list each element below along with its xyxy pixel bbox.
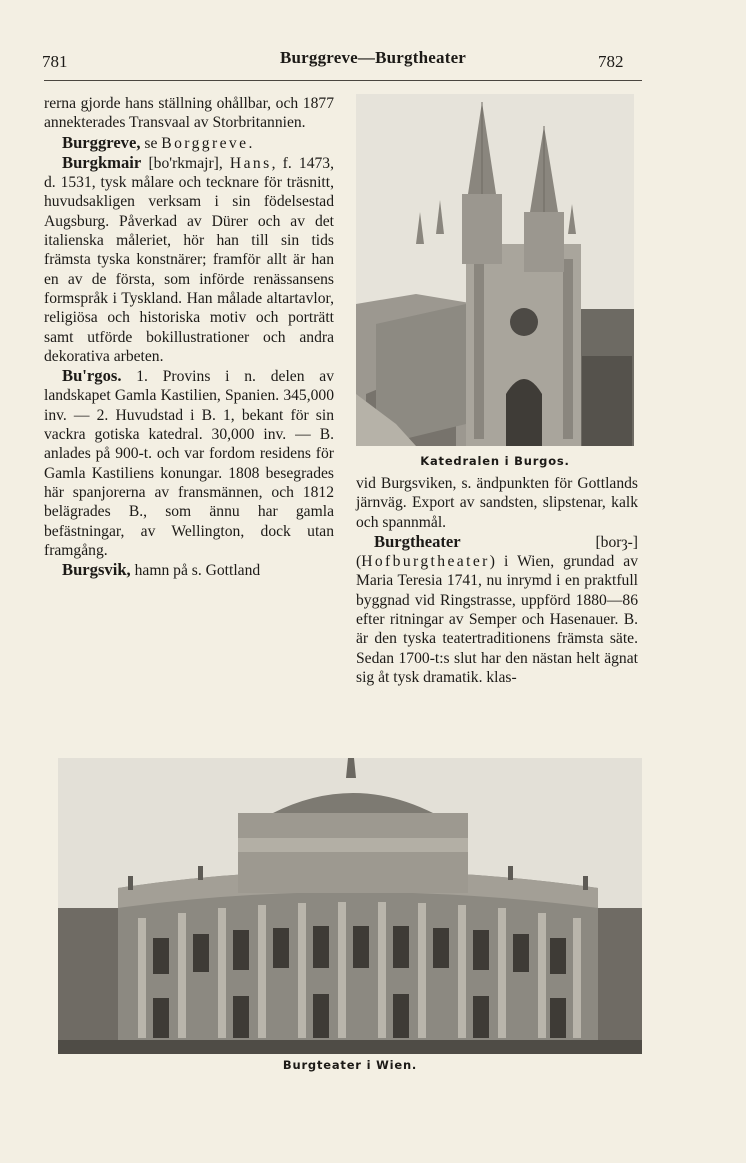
right-column (356, 474, 638, 687)
burgtheater-photo (58, 758, 642, 1054)
body-burgtheater: ) i Wien, grundad av Maria Teresia 1741, nu inrymd i en praktfull byggnad vid Ringstrasse, uppförd 1880—86 efter ritningar av Semper och Hasenauer. B. är den tyska teatertraditionens främsta säte. Sedan 1700-t:s slut har den nästan helt ägnat sig åt tysk dramatik. klas- (356, 553, 638, 686)
alt-name-hofburgtheater: Hofburgtheater (361, 553, 490, 571)
running-head: Burggreve—Burgtheater (279, 48, 467, 67)
entry-burgtheater (356, 532, 638, 687)
burgsvik-continuation: vid Burgsviken, s. ändpunkten för Gottlands järnväg. Export av sandsten, slipstenar, kalk och spannmål. (356, 475, 638, 531)
intro-paragraph: rerna gjorde hans ställning ohållbar, och 1877 annekterades Transvaal av Storbritannien. (44, 95, 334, 132)
page-number-right: 782 (598, 52, 624, 71)
headword-burgsvik: Burgsvik, (62, 560, 131, 580)
headword-burgkmair: Burgkmair (62, 152, 142, 172)
burgtheater-illustration (58, 758, 642, 1054)
entry-burgsvik (44, 560, 334, 580)
burgtheater-caption: Burgteater i Wien. (282, 1058, 418, 1072)
cathedral-photo (356, 94, 634, 446)
pronunciation-burgkmair: [bo'rkmajr], (141, 154, 230, 172)
page-number-left: 781 (42, 52, 68, 71)
cathedral-caption: Katedralen i Burgos. (420, 454, 570, 468)
entry-burggreve-end: . (248, 134, 253, 152)
headword-burgos: Bu'rgos. (62, 366, 122, 386)
headword-burggreve: Burggreve, (62, 132, 141, 152)
entry-burggreve-se: se (140, 134, 162, 152)
body-burgkmair: , f. 1473, d. 1531, tysk målare och tecknare för träsnitt, huvudsakligen verksam i sin födelsestad Augsburg. Påverkad av Dürer och av det italienska måleriet, hör han till sin tids främsta tyska konstnärer; framför allt är han en av de första, som införde renässansens formspråk i Tyskland. Han målade altartavlor, religiösa och historiska motiv och porträtt samt utförde bokillustrationer och andra dekorativa arbeten. (44, 154, 334, 365)
pronunciation-burgtheater: [borȝ-] ( (356, 533, 638, 571)
name-hans: Hans (229, 154, 272, 172)
entry-burgkmair (44, 153, 334, 366)
entry-burggreve (44, 133, 334, 153)
entry-burgos (44, 366, 334, 560)
left-column (44, 94, 334, 580)
headword-burgtheater: Burgtheater (374, 531, 461, 551)
body-burgos: 1. Provins i n. delen av landskapet Gamla Kastilien, Spanien. 345,000 inv. — 2. Huvudstad i B. 1, bekant för sin vackra gotiska katedral. 30,000 inv. — B. anlades på 900-t. och var fordom residens för Gamla Kastiliens konungar. 1808 besegrades här spanjorerna av fransmännen, och 1812 belägrades B., som ännu har gamla befästningar, av Wellington, dock utan framgång. (44, 368, 334, 559)
cathedral-illustration (356, 94, 634, 446)
entry-burggreve-ref: Borggreve (161, 134, 249, 152)
body-burgsvik: hamn på s. Gottland (130, 562, 261, 580)
header-rule (44, 80, 642, 81)
